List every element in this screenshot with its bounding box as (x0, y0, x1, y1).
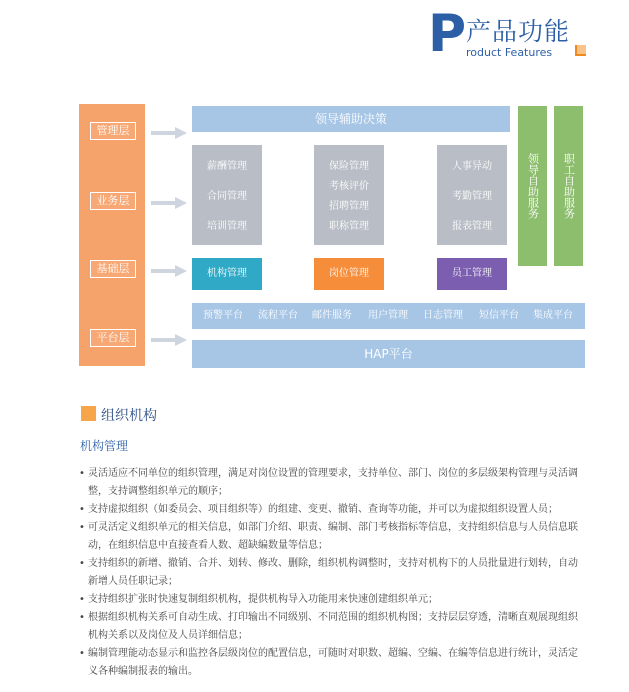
list-item: • 编制管理能动态显示和监控各层级岗位的配置信息，可随时对职数、超编、空编、在编等信息进行统计，灵活定义各种编制报表的输出。 (79, 645, 587, 681)
header-logo-letter: P (428, 4, 467, 64)
business-group-3 (437, 145, 507, 245)
business-item: 合同管理 (207, 191, 247, 202)
feature-list (79, 465, 587, 681)
arrow-right-icon (151, 197, 187, 209)
business-item: 考勤管理 (452, 191, 492, 202)
platform-item: 用户管理 (368, 310, 408, 321)
list-item: • 支持虚拟组织（如委员会、项目组织等）的组建、变更、撤销、查询等功能，并可以为虚拟组织设置人员； (79, 501, 587, 519)
leader-decision-bar: 领导辅助决策 (192, 106, 510, 132)
arrow-right-icon (151, 127, 187, 139)
module-employee: 员工管理 (437, 258, 507, 290)
business-item: 报表管理 (452, 221, 492, 232)
business-item: 招聘管理 (329, 201, 369, 212)
platform-item: 邮件服务 (312, 310, 352, 321)
hap-platform-bar: HAP平台 (192, 340, 585, 368)
layer-platform: 平台层 (90, 329, 136, 347)
arrow-right-icon (151, 334, 187, 346)
platform-item: 预警平台 (203, 310, 243, 321)
arrow-right-icon (151, 265, 187, 277)
layer-management: 管理层 (90, 122, 136, 140)
staff-self-service: 职工自助服务 (554, 106, 583, 266)
list-item: • 可灵活定义组织单元的相关信息，如部门介绍、职责、编制、部门考核指标等信息，支持组织信息与人员信息联动，在组织信息中直接查看人数、超缺编数量等信息； (79, 519, 587, 555)
business-item: 培训管理 (207, 221, 247, 232)
platform-item: 短信平台 (479, 310, 519, 321)
business-item: 考核评价 (329, 181, 369, 192)
platform-item: 日志管理 (423, 310, 463, 321)
module-position: 岗位管理 (314, 258, 384, 290)
section-title: 组织机构 (101, 408, 157, 424)
list-item: • 支持组织的新增、撤销、合并、划转、修改、删除，组织机构调整时，支持对机构下的人员批量进行划转，自动新增人员任职记录； (79, 555, 587, 591)
business-group-1 (192, 145, 262, 245)
subsection-title: 机构管理 (80, 439, 129, 453)
list-item: • 灵活适应不同单位的组织管理，满足对岗位设置的管理要求，支持单位、部门、岗位的多层级架构管理与灵活调整，支持调整组织单元的顺序； (79, 465, 587, 501)
section-square-icon (81, 406, 96, 421)
business-item: 保险管理 (329, 161, 369, 172)
business-item: 人事异动 (452, 161, 492, 172)
corner-bracket-icon (575, 45, 586, 56)
list-item: • 支持组织扩张时快速复制组织机构，提供机构导入功能用来快速创建组织单元； (79, 591, 587, 609)
list-item: • 根据组织机构关系可自动生成、打印输出不同级别、不同范围的组织机构图；支持层层穿透，清晰直观展现组织机构关系以及岗位及人员详细信息； (79, 609, 587, 645)
platform-item: 集成平台 (533, 310, 573, 321)
module-org: 机构管理 (192, 258, 262, 290)
page-subtitle: roduct Features (466, 46, 553, 59)
layer-foundation: 基础层 (90, 260, 136, 278)
layer-business: 业务层 (90, 192, 136, 210)
business-item: 职称管理 (329, 221, 369, 232)
leader-self-service: 领导自助服务 (518, 106, 547, 266)
platform-bar (192, 303, 585, 329)
page-title: 产品功能 (466, 17, 571, 46)
business-item: 薪酬管理 (207, 161, 247, 172)
layer-column (79, 104, 145, 366)
business-group-2 (314, 145, 384, 245)
platform-item: 流程平台 (258, 310, 298, 321)
